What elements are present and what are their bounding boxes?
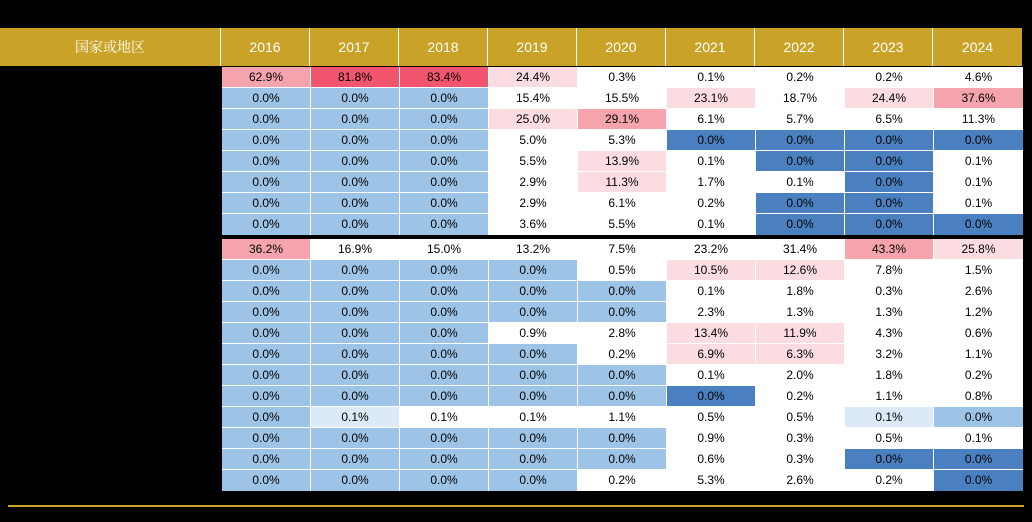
- heatmap-cell: 0.0%: [222, 88, 311, 109]
- heatmap-cell: 5.5%: [489, 151, 578, 172]
- heatmap-cell: 0.0%: [311, 193, 400, 214]
- heatmap-cell: 6.1%: [667, 109, 756, 130]
- heatmap-cell: 0.0%: [311, 386, 400, 407]
- heatmap-cell: 0.0%: [311, 281, 400, 302]
- heatmap-cell: 0.0%: [756, 214, 845, 235]
- heatmap-cell: 7.5%: [578, 239, 667, 260]
- heatmap-cell: 0.0%: [578, 281, 667, 302]
- heatmap-cell: 0.0%: [311, 260, 400, 281]
- heatmap-cell: 0.0%: [400, 281, 489, 302]
- heatmap-cell: 16.9%: [311, 239, 400, 260]
- footer-accent-line: [8, 505, 1024, 507]
- heatmap-cell: 18.7%: [756, 88, 845, 109]
- heatmap-cell: 25.0%: [489, 109, 578, 130]
- heatmap-cell: 0.0%: [934, 214, 1023, 235]
- heatmap-cell: 5.7%: [756, 109, 845, 130]
- heatmap-cell: 15.4%: [489, 88, 578, 109]
- heatmap-cell: 0.1%: [667, 365, 756, 386]
- heatmap-cell: 0.1%: [667, 214, 756, 235]
- heatmap-cell: 0.0%: [489, 365, 578, 386]
- heatmap-cell: 0.0%: [667, 130, 756, 151]
- heatmap-cell: 0.0%: [489, 449, 578, 470]
- heatmap-cell: 0.0%: [489, 260, 578, 281]
- heatmap-cell: 0.0%: [400, 88, 489, 109]
- heatmap-cell: 0.0%: [222, 449, 311, 470]
- heatmap-cell: 2.9%: [489, 172, 578, 193]
- table-row: [222, 323, 1023, 344]
- heatmap-cell: 2.6%: [934, 281, 1023, 302]
- heatmap-cell: 0.0%: [756, 193, 845, 214]
- heatmap-cell: 0.0%: [400, 428, 489, 449]
- heatmap-cell: 0.1%: [667, 151, 756, 172]
- heatmap-cell: 62.9%: [222, 67, 311, 88]
- heatmap-cell: 11.3%: [578, 172, 667, 193]
- heatmap-cell: 0.0%: [222, 323, 311, 344]
- heatmap-cell: 81.8%: [311, 67, 400, 88]
- heatmap-cell: 0.1%: [934, 151, 1023, 172]
- heatmap-cell: 1.1%: [578, 407, 667, 428]
- heatmap-cell: 0.0%: [400, 130, 489, 151]
- heatmap-cell: 0.0%: [578, 365, 667, 386]
- heatmap-cell: 1.8%: [756, 281, 845, 302]
- table-row: [222, 130, 1023, 151]
- heatmap-cell: 2.6%: [756, 470, 845, 491]
- heatmap-cell: 6.9%: [667, 344, 756, 365]
- header-year-2016: 2016: [221, 28, 310, 66]
- heatmap-cell: 0.0%: [400, 302, 489, 323]
- heatmap-cell: 0.0%: [311, 449, 400, 470]
- heatmap-cell: 0.0%: [222, 214, 311, 235]
- heatmap-cell: 1.1%: [845, 386, 934, 407]
- header-year-2021: 2021: [666, 28, 755, 66]
- heatmap-cell: 0.1%: [934, 193, 1023, 214]
- heatmap-cell: 0.0%: [400, 365, 489, 386]
- heatmap-cell: 0.0%: [400, 386, 489, 407]
- heatmap-cell: 0.0%: [311, 365, 400, 386]
- heatmap-cell: 5.3%: [667, 470, 756, 491]
- heatmap-cell: 0.2%: [845, 470, 934, 491]
- heatmap-cell: 0.0%: [845, 449, 934, 470]
- heatmap-cell: 0.0%: [311, 214, 400, 235]
- heatmap-cell: 0.1%: [934, 428, 1023, 449]
- heatmap-cell: 0.0%: [222, 151, 311, 172]
- heatmap-cell: 6.3%: [756, 344, 845, 365]
- heatmap-cell: 0.0%: [311, 428, 400, 449]
- heatmap-cell: 0.0%: [489, 344, 578, 365]
- heatmap-cell: 0.0%: [578, 449, 667, 470]
- heatmap-cell: 0.3%: [578, 67, 667, 88]
- heatmap-cell: 0.1%: [667, 281, 756, 302]
- heatmap-cell: 0.1%: [667, 67, 756, 88]
- heatmap-cell: 15.5%: [578, 88, 667, 109]
- heatmap-cell: 0.0%: [311, 130, 400, 151]
- heatmap-cell: 0.3%: [845, 281, 934, 302]
- heatmap-cell: 0.5%: [756, 407, 845, 428]
- heatmap-cell: 0.0%: [311, 109, 400, 130]
- table-row: [222, 386, 1023, 407]
- heatmap-cell: 0.0%: [756, 130, 845, 151]
- table-row: [222, 281, 1023, 302]
- heatmap-cell: 0.0%: [756, 151, 845, 172]
- heatmap-cell: 0.0%: [489, 302, 578, 323]
- heatmap-cell: 0.2%: [845, 67, 934, 88]
- heatmap-cell: 0.6%: [934, 323, 1023, 344]
- heatmap-cell: 10.5%: [667, 260, 756, 281]
- heatmap-cell: 0.0%: [400, 214, 489, 235]
- heatmap-cell: 0.1%: [756, 172, 845, 193]
- header-year-2018: 2018: [399, 28, 488, 66]
- heatmap-cell: 0.8%: [934, 386, 1023, 407]
- heatmap-cell: 0.0%: [845, 193, 934, 214]
- heatmap-cell: 0.0%: [222, 193, 311, 214]
- heatmap-cell: 0.0%: [311, 302, 400, 323]
- heatmap-cell: 31.4%: [756, 239, 845, 260]
- heatmap-cell: 0.0%: [222, 365, 311, 386]
- heatmap-cell: 43.3%: [845, 239, 934, 260]
- heatmap-cell: 0.0%: [311, 88, 400, 109]
- heatmap-cell: 29.1%: [578, 109, 667, 130]
- heatmap-cell: 0.0%: [845, 130, 934, 151]
- heatmap-cell: 2.3%: [667, 302, 756, 323]
- heatmap-cell: 1.2%: [934, 302, 1023, 323]
- heatmap-cell: 0.0%: [222, 109, 311, 130]
- heatmap-cell: 24.4%: [489, 67, 578, 88]
- heatmap-cell: 0.0%: [400, 470, 489, 491]
- heatmap-cell: 11.9%: [756, 323, 845, 344]
- table-row: [222, 239, 1023, 260]
- heatmap-cell: 0.0%: [311, 172, 400, 193]
- heatmap-cell: 23.2%: [667, 239, 756, 260]
- heatmap-cell: 5.3%: [578, 130, 667, 151]
- heatmap-cell: 24.4%: [845, 88, 934, 109]
- table-row: [222, 365, 1023, 386]
- heatmap-cell: 0.0%: [400, 172, 489, 193]
- heatmap-cell: 3.6%: [489, 214, 578, 235]
- heatmap-cell: 0.1%: [400, 407, 489, 428]
- heatmap-cell: 0.3%: [756, 428, 845, 449]
- heatmap-cell: 1.3%: [756, 302, 845, 323]
- heatmap-cell: 0.2%: [578, 470, 667, 491]
- heatmap-cell: 0.1%: [311, 407, 400, 428]
- heatmap-cell: 0.9%: [667, 428, 756, 449]
- heatmap-cell: 0.0%: [578, 302, 667, 323]
- heatmap-cell: 23.1%: [667, 88, 756, 109]
- heatmap-cell: 0.3%: [756, 449, 845, 470]
- heatmap-cell: 0.6%: [667, 449, 756, 470]
- heatmap-cell: 0.9%: [489, 323, 578, 344]
- heatmap-cell: 5.0%: [489, 130, 578, 151]
- table-header-row: [0, 28, 1032, 66]
- heatmap-cell: 0.2%: [756, 386, 845, 407]
- heatmap-cell: 0.0%: [489, 470, 578, 491]
- heatmap-cell: 0.0%: [400, 109, 489, 130]
- heatmap-cell: 0.2%: [934, 365, 1023, 386]
- table-row: [222, 260, 1023, 281]
- heatmap-cell: 0.0%: [222, 344, 311, 365]
- table-row: [222, 449, 1023, 470]
- heatmap-cell: 0.5%: [845, 428, 934, 449]
- heatmap-cell: 5.5%: [578, 214, 667, 235]
- heatmap-cell: 0.0%: [578, 386, 667, 407]
- table-row: [222, 67, 1023, 88]
- table-row: [222, 109, 1023, 130]
- heatmap-cell: 0.0%: [222, 281, 311, 302]
- heatmap-cell: 6.5%: [845, 109, 934, 130]
- heatmap-cell: 0.0%: [845, 214, 934, 235]
- header-year-2023: 2023: [844, 28, 933, 66]
- heatmap-cell: 1.7%: [667, 172, 756, 193]
- table-row: [222, 88, 1023, 109]
- heatmap-cell: 1.1%: [934, 344, 1023, 365]
- table-row: [222, 151, 1023, 172]
- heatmap-cell: 0.0%: [934, 470, 1023, 491]
- heatmap-cell: 0.0%: [311, 344, 400, 365]
- heatmap-cell: 1.8%: [845, 365, 934, 386]
- heatmap-cell: 15.0%: [400, 239, 489, 260]
- heatmap-cell: 2.9%: [489, 193, 578, 214]
- heatmap-cell: 0.0%: [934, 130, 1023, 151]
- heatmap-block-upper: [221, 66, 1024, 236]
- heatmap-cell: 0.0%: [311, 151, 400, 172]
- heatmap-cell: 83.4%: [400, 67, 489, 88]
- table-row: [222, 470, 1023, 491]
- heatmap-cell: 0.2%: [578, 344, 667, 365]
- heatmap-cell: 0.0%: [845, 172, 934, 193]
- heatmap-cell: 3.2%: [845, 344, 934, 365]
- heatmap-cell: 12.6%: [756, 260, 845, 281]
- heatmap-cell: 13.2%: [489, 239, 578, 260]
- heatmap-cell: 6.1%: [578, 193, 667, 214]
- heatmap-cell: 0.0%: [222, 407, 311, 428]
- heatmap-cell: 11.3%: [934, 109, 1023, 130]
- heatmap-cell: 7.8%: [845, 260, 934, 281]
- heatmap-cell: 0.0%: [400, 193, 489, 214]
- header-year-2020: 2020: [577, 28, 666, 66]
- heatmap-cell: 2.8%: [578, 323, 667, 344]
- heatmap-cell: 0.5%: [667, 407, 756, 428]
- heatmap-cell: 0.1%: [845, 407, 934, 428]
- heatmap-cell: 0.0%: [222, 386, 311, 407]
- heatmap-cell: 0.0%: [400, 151, 489, 172]
- heatmap-cell: 0.0%: [311, 470, 400, 491]
- header-year-2024: 2024: [933, 28, 1022, 66]
- heatmap-cell: 0.0%: [845, 151, 934, 172]
- table-row: [222, 172, 1023, 193]
- heatmap-cell: 0.0%: [489, 386, 578, 407]
- heatmap-cell: 1.5%: [934, 260, 1023, 281]
- heatmap-cell: 0.2%: [667, 193, 756, 214]
- header-year-2017: 2017: [310, 28, 399, 66]
- heatmap-cell: 36.2%: [222, 239, 311, 260]
- table-row: [222, 302, 1023, 323]
- table-row: [222, 344, 1023, 365]
- heatmap-cell: 0.0%: [489, 428, 578, 449]
- table-row: [222, 428, 1023, 449]
- heatmap-cell: 0.1%: [934, 172, 1023, 193]
- heatmap-cell: 13.9%: [578, 151, 667, 172]
- heatmap-cell: 0.0%: [578, 428, 667, 449]
- heatmap-cell: 37.6%: [934, 88, 1023, 109]
- heatmap-cell: 0.0%: [222, 172, 311, 193]
- heatmap-block-lower: [221, 238, 1024, 492]
- table-row: [222, 193, 1023, 214]
- heatmap-cell: 25.8%: [934, 239, 1023, 260]
- heatmap-cell: 0.0%: [667, 386, 756, 407]
- heatmap-cell: 0.0%: [934, 407, 1023, 428]
- heatmap-cell: 4.3%: [845, 323, 934, 344]
- heatmap-cell: 0.0%: [222, 260, 311, 281]
- heatmap-cell: 0.0%: [400, 260, 489, 281]
- header-country-region: 国家或地区: [0, 28, 221, 66]
- table-row: [222, 214, 1023, 235]
- heatmap-cell: 0.0%: [311, 323, 400, 344]
- heatmap-cell: 13.4%: [667, 323, 756, 344]
- heatmap-cell: 2.0%: [756, 365, 845, 386]
- heatmap-cell: 0.2%: [756, 67, 845, 88]
- header-year-2022: 2022: [755, 28, 844, 66]
- heatmap-cell: 4.6%: [934, 67, 1023, 88]
- header-year-2019: 2019: [488, 28, 577, 66]
- heatmap-cell: 0.0%: [400, 449, 489, 470]
- heatmap-cell: 0.0%: [222, 302, 311, 323]
- heatmap-cell: 0.1%: [489, 407, 578, 428]
- table-row: [222, 407, 1023, 428]
- heatmap-cell: 0.0%: [222, 130, 311, 151]
- heatmap-cell: 0.5%: [578, 260, 667, 281]
- heatmap-cell: 1.3%: [845, 302, 934, 323]
- heatmap-cell: 0.0%: [934, 449, 1023, 470]
- heatmap-cell: 0.0%: [489, 281, 578, 302]
- heatmap-cell: 0.0%: [400, 344, 489, 365]
- heatmap-cell: 0.0%: [400, 323, 489, 344]
- heatmap-cell: 0.0%: [222, 428, 311, 449]
- heatmap-cell: 0.0%: [222, 470, 311, 491]
